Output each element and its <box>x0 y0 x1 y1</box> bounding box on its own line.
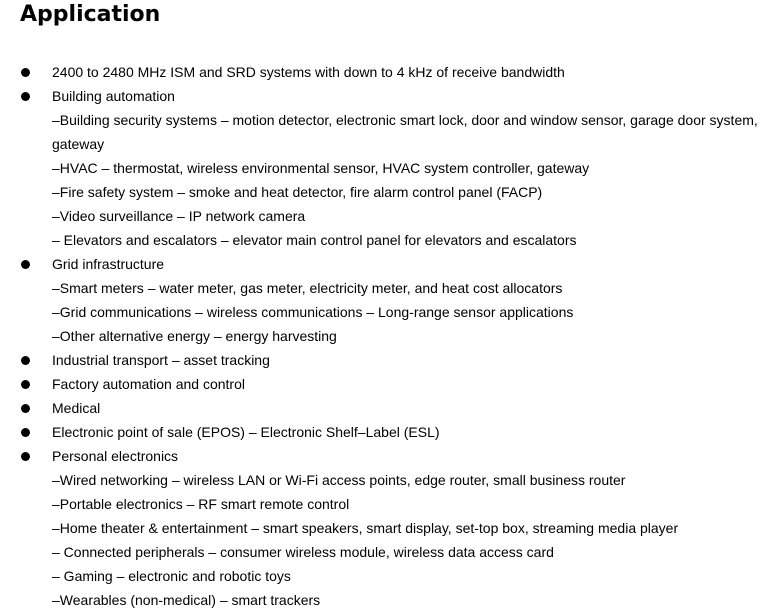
sub-item: –Wearables (non-medical) – smart trackers <box>52 592 321 608</box>
list-item-label: Personal electronics <box>52 448 179 464</box>
sub-item: – Gaming – electronic and robotic toys <box>52 568 291 584</box>
list-item-label: Grid infrastructure <box>52 256 165 272</box>
sub-item: –Portable electronics – RF smart remote control <box>52 496 350 512</box>
list-item-label: Industrial transport – asset tracking <box>52 352 270 368</box>
bullet-icon <box>21 68 30 77</box>
list-item-label: Electronic point of sale (EPOS) – Electronic Shelf–Label (ESL) <box>52 424 440 440</box>
sub-item: – Connected peripherals – consumer wireless module, wireless data access card <box>52 544 554 560</box>
list-item-label: Medical <box>52 400 101 416</box>
bullet-icon <box>21 404 30 413</box>
bullet-icon <box>21 92 30 101</box>
sub-item: –Other alternative energy – energy harvesting <box>52 328 337 344</box>
list-item <box>0 420 783 444</box>
sub-item: – Elevators and escalators – elevator main control panel for elevators and escalators <box>52 232 577 248</box>
list-item <box>0 348 783 372</box>
list-item <box>0 60 783 84</box>
sub-item: –Home theater & entertainment – smart speakers, smart display, set-top box, streaming media player <box>52 520 679 536</box>
list-item-label: Factory automation and control <box>52 376 245 392</box>
list-item <box>0 252 783 348</box>
sub-item: –HVAC – thermostat, wireless environmental sensor, HVAC system controller, gateway <box>52 160 590 176</box>
bullet-icon <box>21 380 30 389</box>
sub-item: –Smart meters – water meter, gas meter, electricity meter, and heat cost allocators <box>52 280 563 296</box>
sub-item: –Fire safety system – smoke and heat detector, fire alarm control panel (FACP) <box>52 184 543 200</box>
sub-item: –Building security systems – motion detector, electronic smart lock, door and window sensor, garage door system, gateway <box>52 112 758 152</box>
sub-item: –Wired networking – wireless LAN or Wi-Fi access points, edge router, small business router <box>52 472 626 488</box>
sub-item: –Video surveillance – IP network camera <box>52 208 306 224</box>
list-item-label: 2400 to 2480 MHz ISM and SRD systems with down to 4 kHz of receive bandwidth <box>52 64 565 80</box>
list-item <box>0 396 783 420</box>
bullet-icon <box>21 260 30 269</box>
list-item <box>0 444 783 612</box>
bullet-icon <box>21 428 30 437</box>
page-title: Application <box>20 2 161 27</box>
list-item <box>0 84 783 252</box>
application-list <box>0 60 783 612</box>
list-item-label: Building automation <box>52 88 175 104</box>
list-item <box>0 372 783 396</box>
sub-item: –Grid communications – wireless communications – Long-range sensor applications <box>52 304 574 320</box>
bullet-icon <box>21 356 30 365</box>
bullet-icon <box>21 452 30 461</box>
